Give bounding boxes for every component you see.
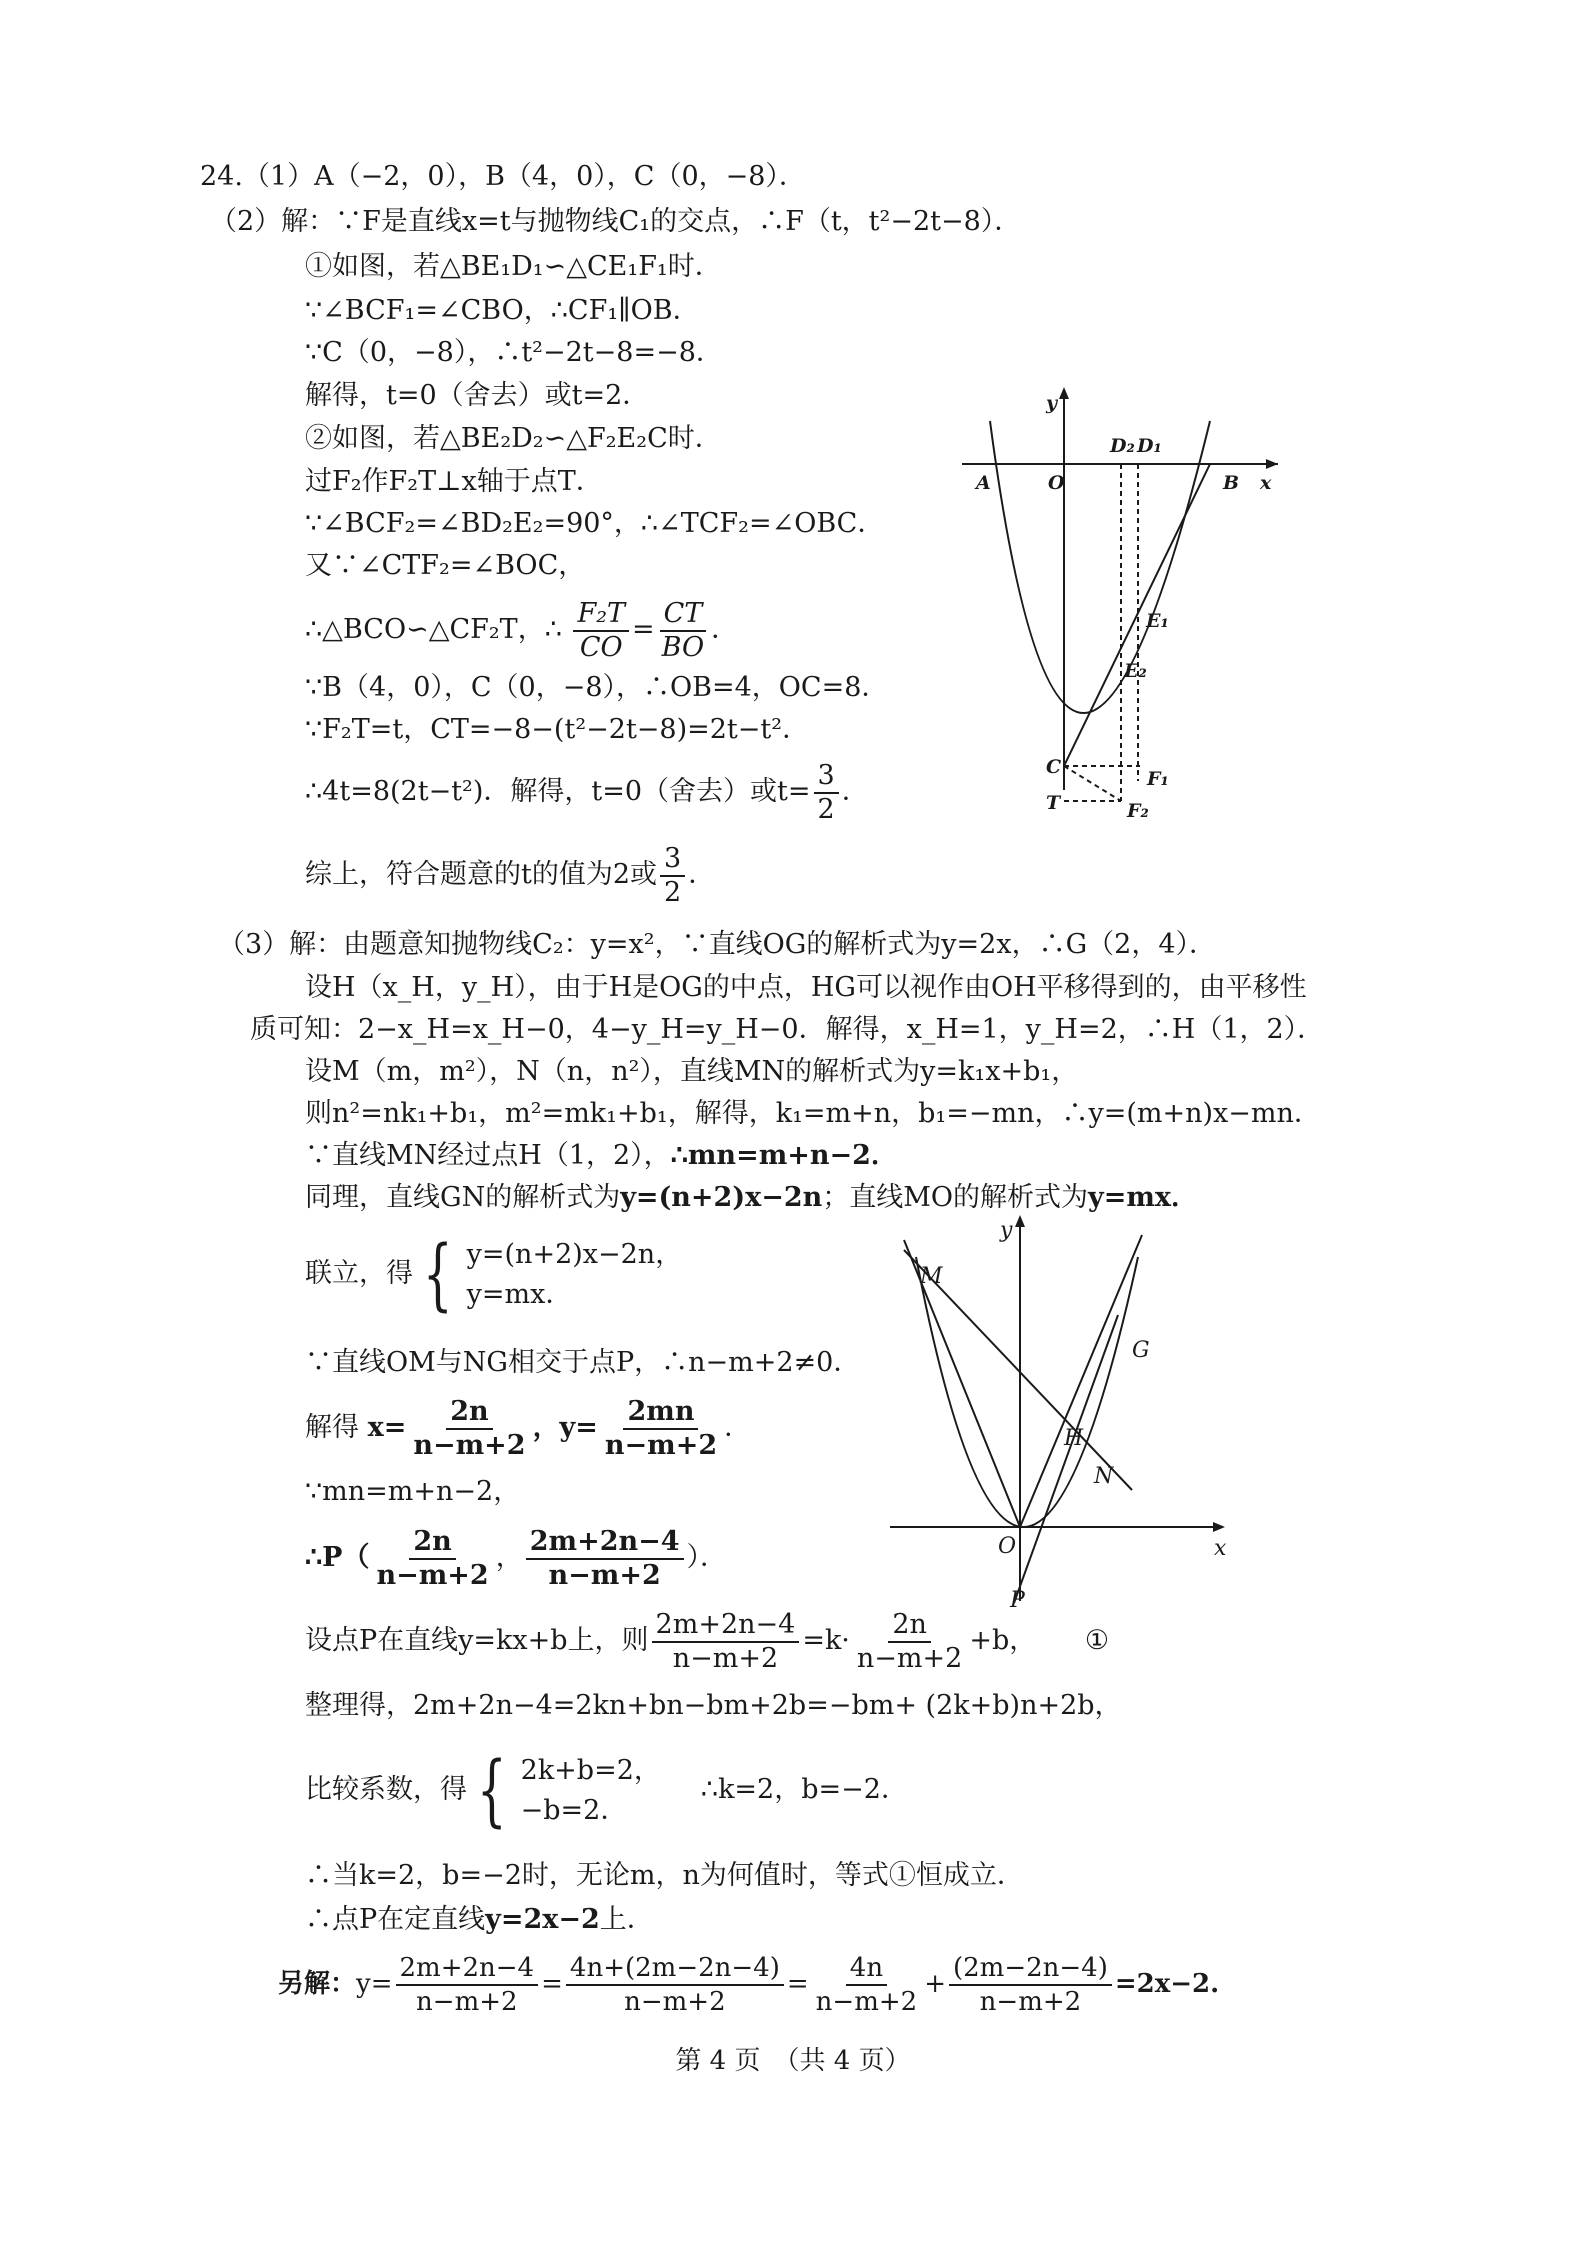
fig1-label-e1: E₁ bbox=[1146, 610, 1169, 632]
fraction: $\frac{\text{F₂T}}{CO}$ bbox=[573, 598, 629, 664]
fig1-label-d1: D₁ bbox=[1137, 435, 1162, 457]
fig1-label-t: T bbox=[1046, 792, 1061, 814]
fig1-label-o: O bbox=[1048, 472, 1065, 494]
part3-line: 设H（x_H，y_H），由于H是OG的中点，HG可以视作由OH平移得到的，由平移性 bbox=[305, 972, 1307, 1003]
fig1-label-c: C bbox=[1046, 756, 1062, 778]
alternative-solution: 另解：y= $\frac{2m+2n-4}{n-m+2}$ = $\frac{4n+(2m-2n-4)}{n-m+2}$ = $\frac{4n}{n-m+2}$ + $\frac{(2m-2n-4)}{n-m+2}$ =2x−2. bbox=[278, 1953, 1220, 2017]
fraction: $\frac{2n}{n-m+2}$ bbox=[413, 1395, 526, 1461]
part3-line: 设M（m，m²），N（n，n²），直线MN的解析式为y=k₁x+b₁， bbox=[305, 1056, 1079, 1087]
fraction: $\frac{2mn}{n-m+2}$ bbox=[604, 1395, 718, 1461]
line-og bbox=[1020, 1235, 1142, 1527]
equation-system: { y=(n+2)x−2n， y=mx． bbox=[422, 1229, 683, 1320]
fig1-label-f1: F₁ bbox=[1147, 768, 1169, 790]
fraction: $\frac{2m+2n-4}{n-m+2}$ bbox=[526, 1526, 684, 1592]
fig2-label-h: H bbox=[1064, 1426, 1084, 1451]
part3-line: 同理，直线GN的解析式为y=(n+2)x−2n；直线MO的解析式为y=mx． bbox=[305, 1182, 1199, 1213]
fraction: $\frac{3}{2}$ bbox=[814, 760, 839, 826]
part3-point-p: ∴P（ $\frac{2n}{n-m+2}$ ， $\frac{2m+2n-4}{n-m+2}$ ）． bbox=[305, 1525, 728, 1591]
part3-solution: 解得 x= $\frac{2n}{n-m+2}$ ，y= $\frac{2mn}{n-m+2}$ ． bbox=[305, 1395, 752, 1461]
part3-line: ∴当k=2，b=−2时，无论m，n为何值时，等式①恒成立． bbox=[305, 1860, 1024, 1891]
part3-line: ∵mn=m+n−2， bbox=[305, 1476, 521, 1507]
fraction: $\frac{2n}{n-m+2}$ bbox=[856, 1608, 963, 1674]
case1-line: ∵∠BCF₁=∠CBO，∴CF₁∥OB． bbox=[305, 295, 700, 326]
case1-result: 解得，t=0（舍去）或t=2． bbox=[305, 380, 650, 411]
fraction: $\frac{CT}{BO}$ bbox=[658, 598, 708, 664]
parabola-figure-1 bbox=[960, 385, 1280, 825]
fraction: $\frac{4n+(2m-2n-4)}{n-m+2}$ bbox=[566, 1952, 784, 2018]
fig2-label-p: P bbox=[1010, 1588, 1025, 1613]
case2-line: 又∵∠CTF₂=∠BOC， bbox=[305, 550, 586, 581]
fig1-label-x: x bbox=[1260, 472, 1272, 494]
fig2-label-m: M bbox=[920, 1264, 943, 1289]
fig1-label-b: B bbox=[1223, 472, 1240, 494]
fraction: $\frac{(2m-2n-4)}{n-m+2}$ bbox=[949, 1952, 1112, 2018]
part3-intro: （3）解：由题意知抛物线C₂：y=x²，∵直线OG的解析式为y=2x，∴G（2，4）． bbox=[218, 929, 1216, 960]
part3-coefficients: 比较系数，得 { 2k+b=2， −b=2． ∴k=2，b=−2． bbox=[305, 1745, 908, 1836]
part3-line: 整理得，2m+2n−4=2kn+bn−bm+2b=−bm+ (2k+b)n+2b， bbox=[305, 1690, 1122, 1721]
case1-title: ①如图，若△BE₁D₁∽△CE₁F₁时． bbox=[305, 251, 722, 282]
fig2-label-x: x bbox=[1214, 1536, 1227, 1561]
fraction: $\frac{2m+2n-4}{n-m+2}$ bbox=[652, 1609, 800, 1675]
fig1-label-a: A bbox=[976, 472, 991, 494]
q24-part1: 24.（1）A（−2，0），B（4，0），C（0，−8）． bbox=[200, 161, 806, 192]
fraction: $\frac{3}{2}$ bbox=[660, 843, 685, 909]
part3-line-eq: 设点P在直线y=kx+b上，则 $\frac{2m+2n-4}{n-m+2}$ =k· $\frac{2n}{n-m+2}$ +b， ① bbox=[305, 1608, 1110, 1674]
fraction: $\frac{2n}{n-m+2}$ bbox=[376, 1525, 489, 1591]
case2-line: ∵B（4，0），C（0，−8），∴OB=4，OC=8． bbox=[305, 672, 889, 703]
case2-title: ②如图，若△BE₂D₂∽△F₂E₂C时． bbox=[305, 423, 722, 454]
fraction: $\frac{2m+2n-4}{n-m+2}$ bbox=[396, 1952, 539, 2018]
case1-line: ∵C（0，−8），∴t²−2t−8=−8． bbox=[305, 337, 723, 368]
case2-line: ∵∠BCF₂=∠BD₂E₂=90°，∴∠TCF₂=∠OBC． bbox=[305, 508, 885, 539]
case2-result: ∴4t=8(2t−t²)．解得，t=0（舍去）或t= $\frac{3}{2}$ ． bbox=[305, 759, 869, 825]
fig2-label-n: N bbox=[1094, 1464, 1114, 1489]
fig1-label-y: y bbox=[1046, 392, 1058, 414]
fig1-label-f2: F₂ bbox=[1127, 800, 1149, 822]
equation-system: { 2k+b=2， −b=2． bbox=[476, 1745, 661, 1836]
part3-line: 质可知：2−x_H=x_H−0，4−y_H=y_H−0．解得，x_H=1，y_H=2，∴H（1，2）． bbox=[250, 1014, 1325, 1045]
case2-line: ∵F₂T=t，CT=−8−(t²−2t−8)=2t−t²． bbox=[305, 714, 810, 745]
fig1-label-d2: D₂ bbox=[1110, 435, 1135, 457]
fig2-label-y: y bbox=[1000, 1218, 1013, 1243]
part3-line: ∵直线OM与NG相交于点P，∴n−m+2≠0． bbox=[305, 1347, 861, 1378]
case2-line: 过F₂作F₂T⊥x轴于点T． bbox=[305, 466, 603, 497]
parabola-figure-2 bbox=[880, 1205, 1230, 1625]
part3-system: 联立，得 { y=(n+2)x−2n， y=mx． bbox=[305, 1229, 683, 1320]
fig2-label-g: G bbox=[1132, 1338, 1150, 1363]
part2-conclusion: 综上，符合题意的t的值为2或 $\frac{3}{2}$ ． bbox=[305, 842, 716, 908]
case2-similar: ∴△BCO∽△CF₂T，∴ $\frac{\text{F₂T}}{CO}$ = $\frac{CT}{BO}$ ． bbox=[305, 597, 739, 663]
text: ∴△BCO∽△CF₂T，∴ bbox=[305, 614, 562, 645]
fig2-label-o: O bbox=[998, 1534, 1017, 1559]
part3-conclusion: ∴点P在定直线y=2x−2上． bbox=[305, 1904, 654, 1935]
page-footer: 第 4 页 （共 4 页） bbox=[675, 2046, 911, 2076]
part2-intro: （2）解：∵F是直线x=t与抛物线C₁的交点，∴F（t，t²−2t−8）． bbox=[210, 206, 1022, 237]
part3-line: 则n²=nk₁+b₁，m²=mk₁+b₁，解得，k₁=m+n，b₁=−mn，∴y=(m+n)x−mn． bbox=[305, 1098, 1321, 1129]
fraction: $\frac{4n}{n-m+2}$ bbox=[815, 1953, 918, 2017]
part3-line: ∵直线MN经过点H（1，2），∴mn=m+n−2． bbox=[305, 1140, 898, 1171]
fig1-label-e2: E₂ bbox=[1124, 660, 1147, 682]
